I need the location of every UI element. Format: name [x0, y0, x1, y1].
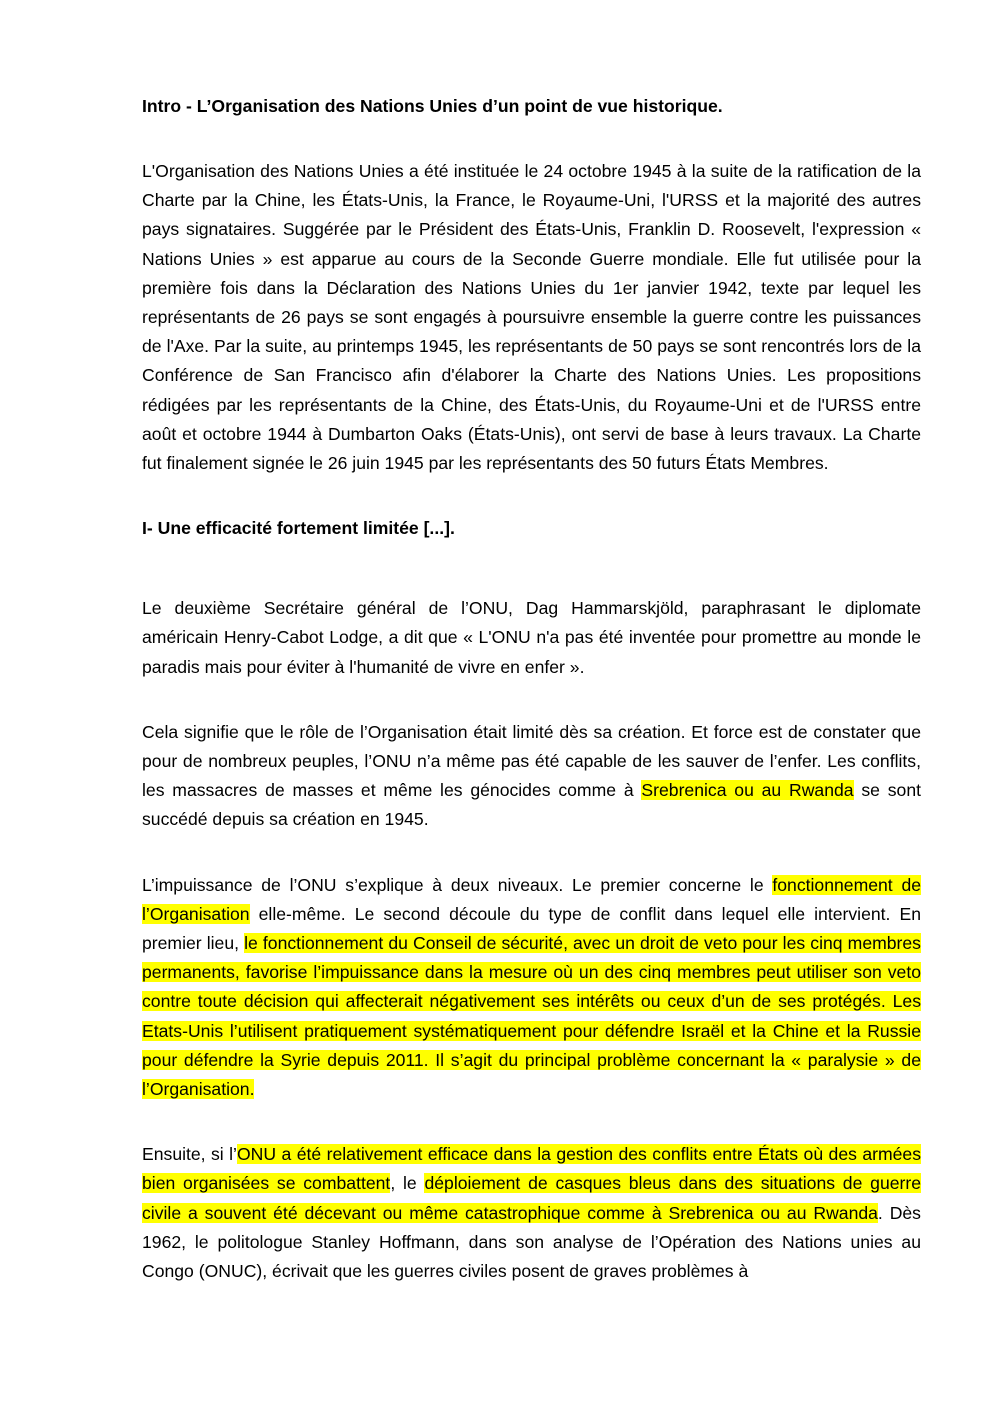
highlighted-text: déploiement de casques bleus dans des situations de guerre civile a souvent été décevant ou même catastrophique comme à Srebrenica ou au Rwanda: [142, 1173, 922, 1223]
text-run: , le: [390, 1173, 425, 1194]
text-run: L’impuissance de l’ONU s’explique à deux niveaux. Le premier concerne le: [142, 874, 773, 895]
paragraph-impotence-levels: [142, 871, 921, 1105]
highlighted-text: Srebrenica ou au Rwanda: [641, 780, 854, 801]
text-run: Ensuite, si l’: [142, 1144, 237, 1165]
paragraph-civil-wars: [142, 1140, 921, 1286]
highlighted-text: le fonctionnement du Conseil de sécurité, avec un droit de veto pour les cinq membres permanents, favorise l’impuissance dans la mesure où un des cinq membres peut utiliser son veto contre toute décision qui affecterait négativement ses intérêts ou ceux d’un de ses protégés. Les Etats-Unis l’utilisent pratiquement systématiquement pour défendre Israël et la Chine et la Russie pour défendre la Syrie depuis 2011. Il s’agit du principal problème concernant la « paralysie » de l’Organisation.: [142, 933, 921, 1100]
highlighted-text: ONU a été relativement efficace dans la gestion des conflits entre États où des armées bien organisées se combattent: [142, 1144, 921, 1194]
text-run: se sont succédé depuis sa création en 1945.: [142, 780, 921, 830]
text-run: . Dès 1962, le politologue Stanley Hoffmann, dans son analyse de l’Opération des Nations unies au Congo (ONUC), écrivait que les guerres civiles posent de graves problèmes à: [142, 1202, 921, 1282]
text-run: elle-même. Le second découle du type de conflit dans lequel elle intervient. En premier lieu,: [142, 903, 921, 954]
highlighted-text: fonctionnement de l’Organisation: [142, 874, 922, 924]
text-run: Cela signifie que le rôle de l’Organisation était limité dès sa création. Et force est de constater que pour de nombreux peuples, l’ONU n’a même pas été capable de les sauver de l’enfer. Les conflits, les massacres de masses et même les génocides comme à: [142, 721, 921, 801]
section-1-heading: I- Une efficacité fortement limitée [...].: [142, 518, 455, 539]
paragraph-limited-role: [142, 718, 921, 835]
intro-heading: Intro - L’Organisation des Nations Unies d’un point de vue historique.: [142, 96, 723, 116]
intro-paragraph: L'Organisation des Nations Unies a été instituée le 24 octobre 1945 à la suite de la ratification de la Charte par la Chine, les États-Unis, la France, le Royaume-Uni, l'URSS et la majorité des autres pays signataires. Suggérée par le Président des États-Unis, Franklin D. Roosevelt, l'expression « Nations Unies » est apparue au cours de la Seconde Guerre mondiale. Elle fut utilisée pour la première fois dans la Déclaration des Nations Unies du 1er janvier 1942, texte par lequel les représentants de 26 pays se sont engagés à poursuivre ensemble la guerre contre les puissances de l'Axe. Par la suite, au printemps 1945, les représentants de 50 pays se sont rencontrés lors de la Conférence de San Francisco afin d'élaborer la Charte des Nations Unies. Les propositions rédigées par les représentants de la Chine, des États-Unis, du Royaume-Uni et de l'URSS entre août et octobre 1944 à Dumbarton Oaks (États-Unis), ont servi de base à leurs travaux. La Charte fut finalement signée le 26 juin 1945 par les représentants des 50 futurs États Membres.: [142, 161, 921, 474]
paragraph-hammarskjold-quote: Le deuxième Secrétaire général de l’ONU, Dag Hammarskjöld, paraphrasant le diplomate américain Henry-Cabot Lodge, a dit que « L'ONU n'a pas été inventée pour promettre au monde le paradis mais pour éviter à l'humanité de vivre en enfer ».: [142, 598, 921, 677]
